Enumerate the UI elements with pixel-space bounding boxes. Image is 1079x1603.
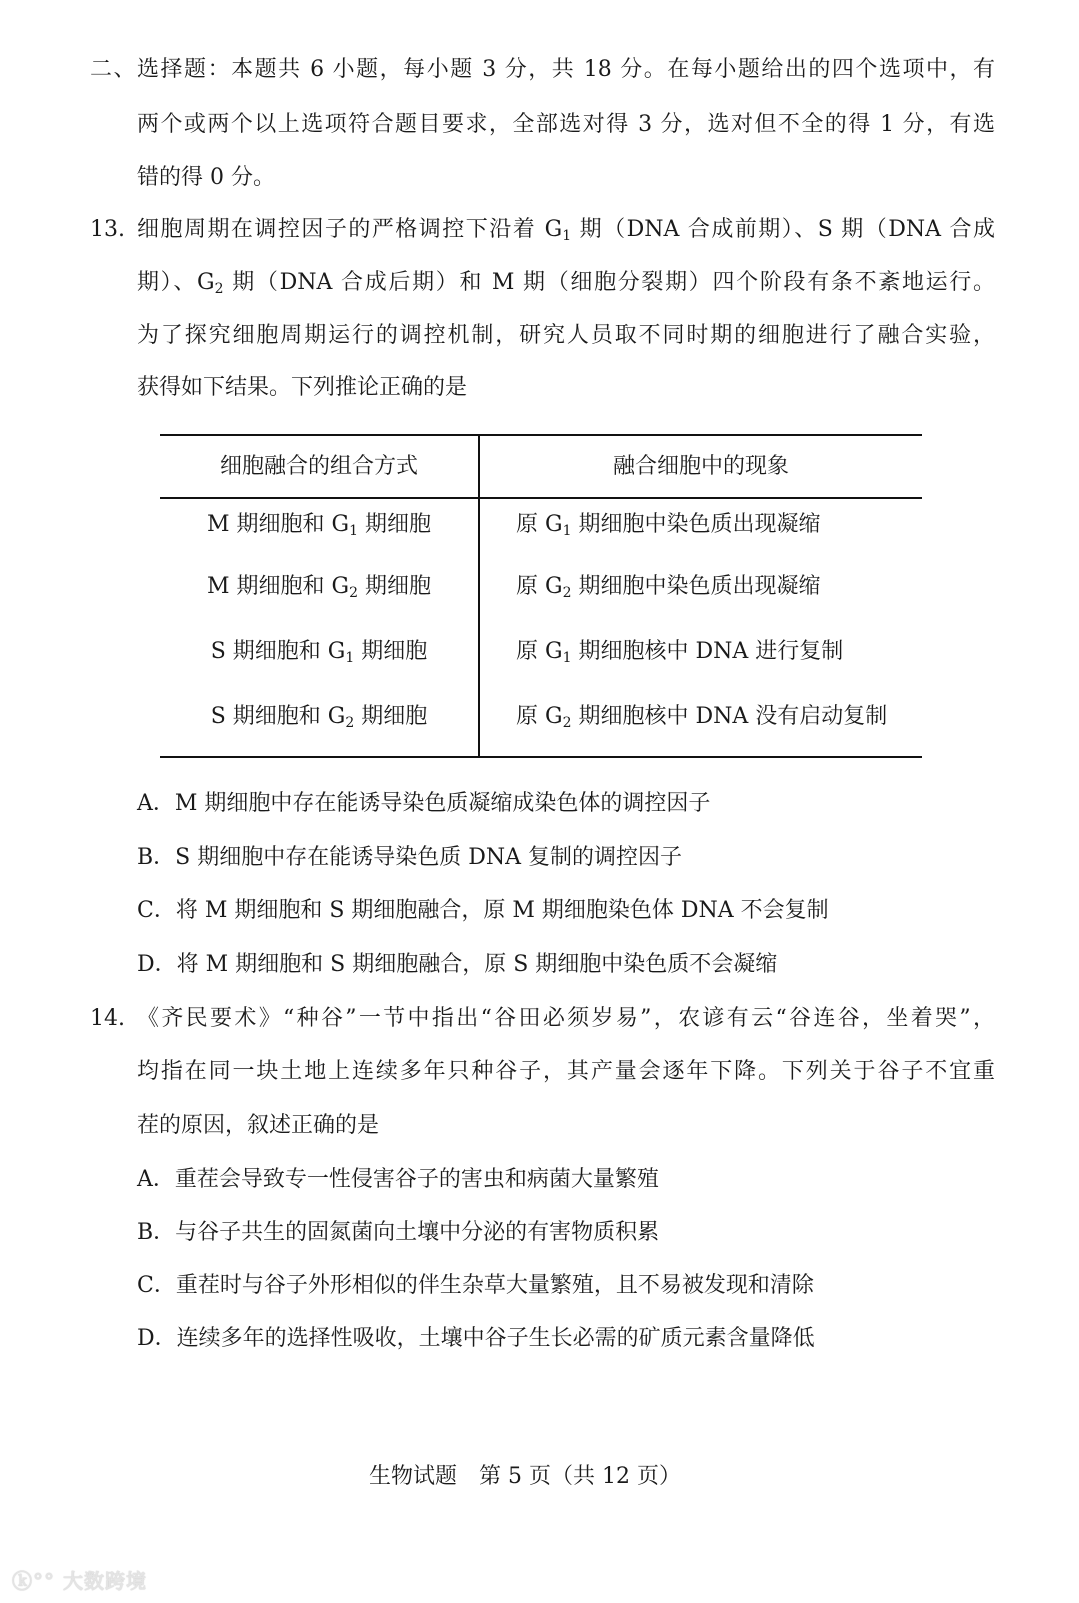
option-b: B．S 期细胞中存在能诱导染色质 DNA 复制的调控因子 — [137, 845, 682, 870]
option-c: C．将 M 期细胞和 S 期细胞融合，原 M 期细胞染色体 DNA 不会复制 — [137, 898, 829, 923]
watermark-logo — [12, 1565, 147, 1594]
page-footer: 生物试题 第 5 页（共 12 页） — [369, 1464, 681, 1489]
table-cell: M 期细胞和 $G_2$ 期细胞 — [206, 574, 431, 601]
option-a: A．重茬会导致专一性侵害谷子的害虫和病菌大量繁殖 — [137, 1167, 659, 1192]
table-header: 细胞融合的组合方式 — [219, 454, 418, 479]
table-header-rule — [160, 497, 922, 499]
table-cell: 原 $G_2$ 期细胞中染色质出现凝缩 — [516, 574, 821, 601]
question-text-line: 细胞周期在调控因子的严格调控下沿着 $G_1$ 期（DNA 合成前期）、S 期（DNA 合成 — [137, 217, 995, 244]
section-line: 错的得 0 分。 — [137, 165, 275, 190]
question-text-line: 为了探究细胞周期运行的调控机制，研究人员取不同时期的细胞进行了融合实验， — [137, 323, 995, 348]
table-bottom-rule — [160, 756, 922, 758]
table-cell: S 期细胞和 $G_2$ 期细胞 — [210, 704, 428, 731]
option-b: B．与谷子共生的固氮菌向土壤中分泌的有害物质积累 — [137, 1220, 660, 1245]
table-header: 融合细胞中的现象 — [612, 454, 789, 479]
question-text-line: 茬的原因，叙述正确的是 — [137, 1113, 380, 1138]
section-line: 两个或两个以上选项符合题目要求，全部选对得 3 分，选对但不全的得 1 分，有选 — [137, 112, 995, 137]
table-top-rule — [160, 434, 922, 436]
question-number: 14. — [90, 1006, 125, 1031]
option-d: D．将 M 期细胞和 S 期细胞融合，原 S 期细胞中染色质不会凝缩 — [137, 952, 778, 977]
watermark-text: 大数跨境 — [62, 1569, 147, 1593]
question-text-line: 均指在同一块土地上连续多年只种谷子，其产量会逐年下降。下列关于谷子不宜重 — [137, 1059, 995, 1084]
table-cell: S 期细胞和 $G_1$ 期细胞 — [210, 639, 428, 666]
option-a: A．M 期细胞中存在能诱导染色质凝缩成染色体的调控因子 — [137, 791, 711, 816]
option-c: C．重茬时与谷子外形相似的伴生杂草大量繁殖，且不易被发现和清除 — [137, 1273, 814, 1298]
option-d: D．连续多年的选择性吸收，土壤中谷子生长必需的矿质元素含量降低 — [137, 1326, 815, 1351]
table-cell: 原 $G_2$ 期细胞核中 DNA 没有启动复制 — [516, 704, 888, 731]
table-cell: 原 $G_1$ 期细胞核中 DNA 进行复制 — [516, 639, 844, 666]
table-column-divider — [478, 434, 480, 758]
watermark-icon: ⓚ°° — [12, 1569, 63, 1593]
table-cell: 原 $G_1$ 期细胞中染色质出现凝缩 — [516, 512, 821, 539]
question-text-line: 获得如下结果。下列推论正确的是 — [137, 375, 468, 400]
question-number: 13. — [90, 217, 125, 242]
question-text-line: 《齐民要术》“种谷”一节中指出“谷田必须岁易”，农谚有云“谷连谷，坐着哭”， — [137, 1006, 995, 1031]
table-cell: M 期细胞和 $G_1$ 期细胞 — [206, 512, 431, 539]
question-text-line: 期）、$G_2$ 期（DNA 合成后期）和 M 期（细胞分裂期）四个阶段有条不紊地运行。 — [137, 270, 995, 297]
section-line: 二、选择题：本题共 6 小题，每小题 3 分，共 18 分。在每小题给出的四个选项中，有 — [90, 57, 995, 82]
